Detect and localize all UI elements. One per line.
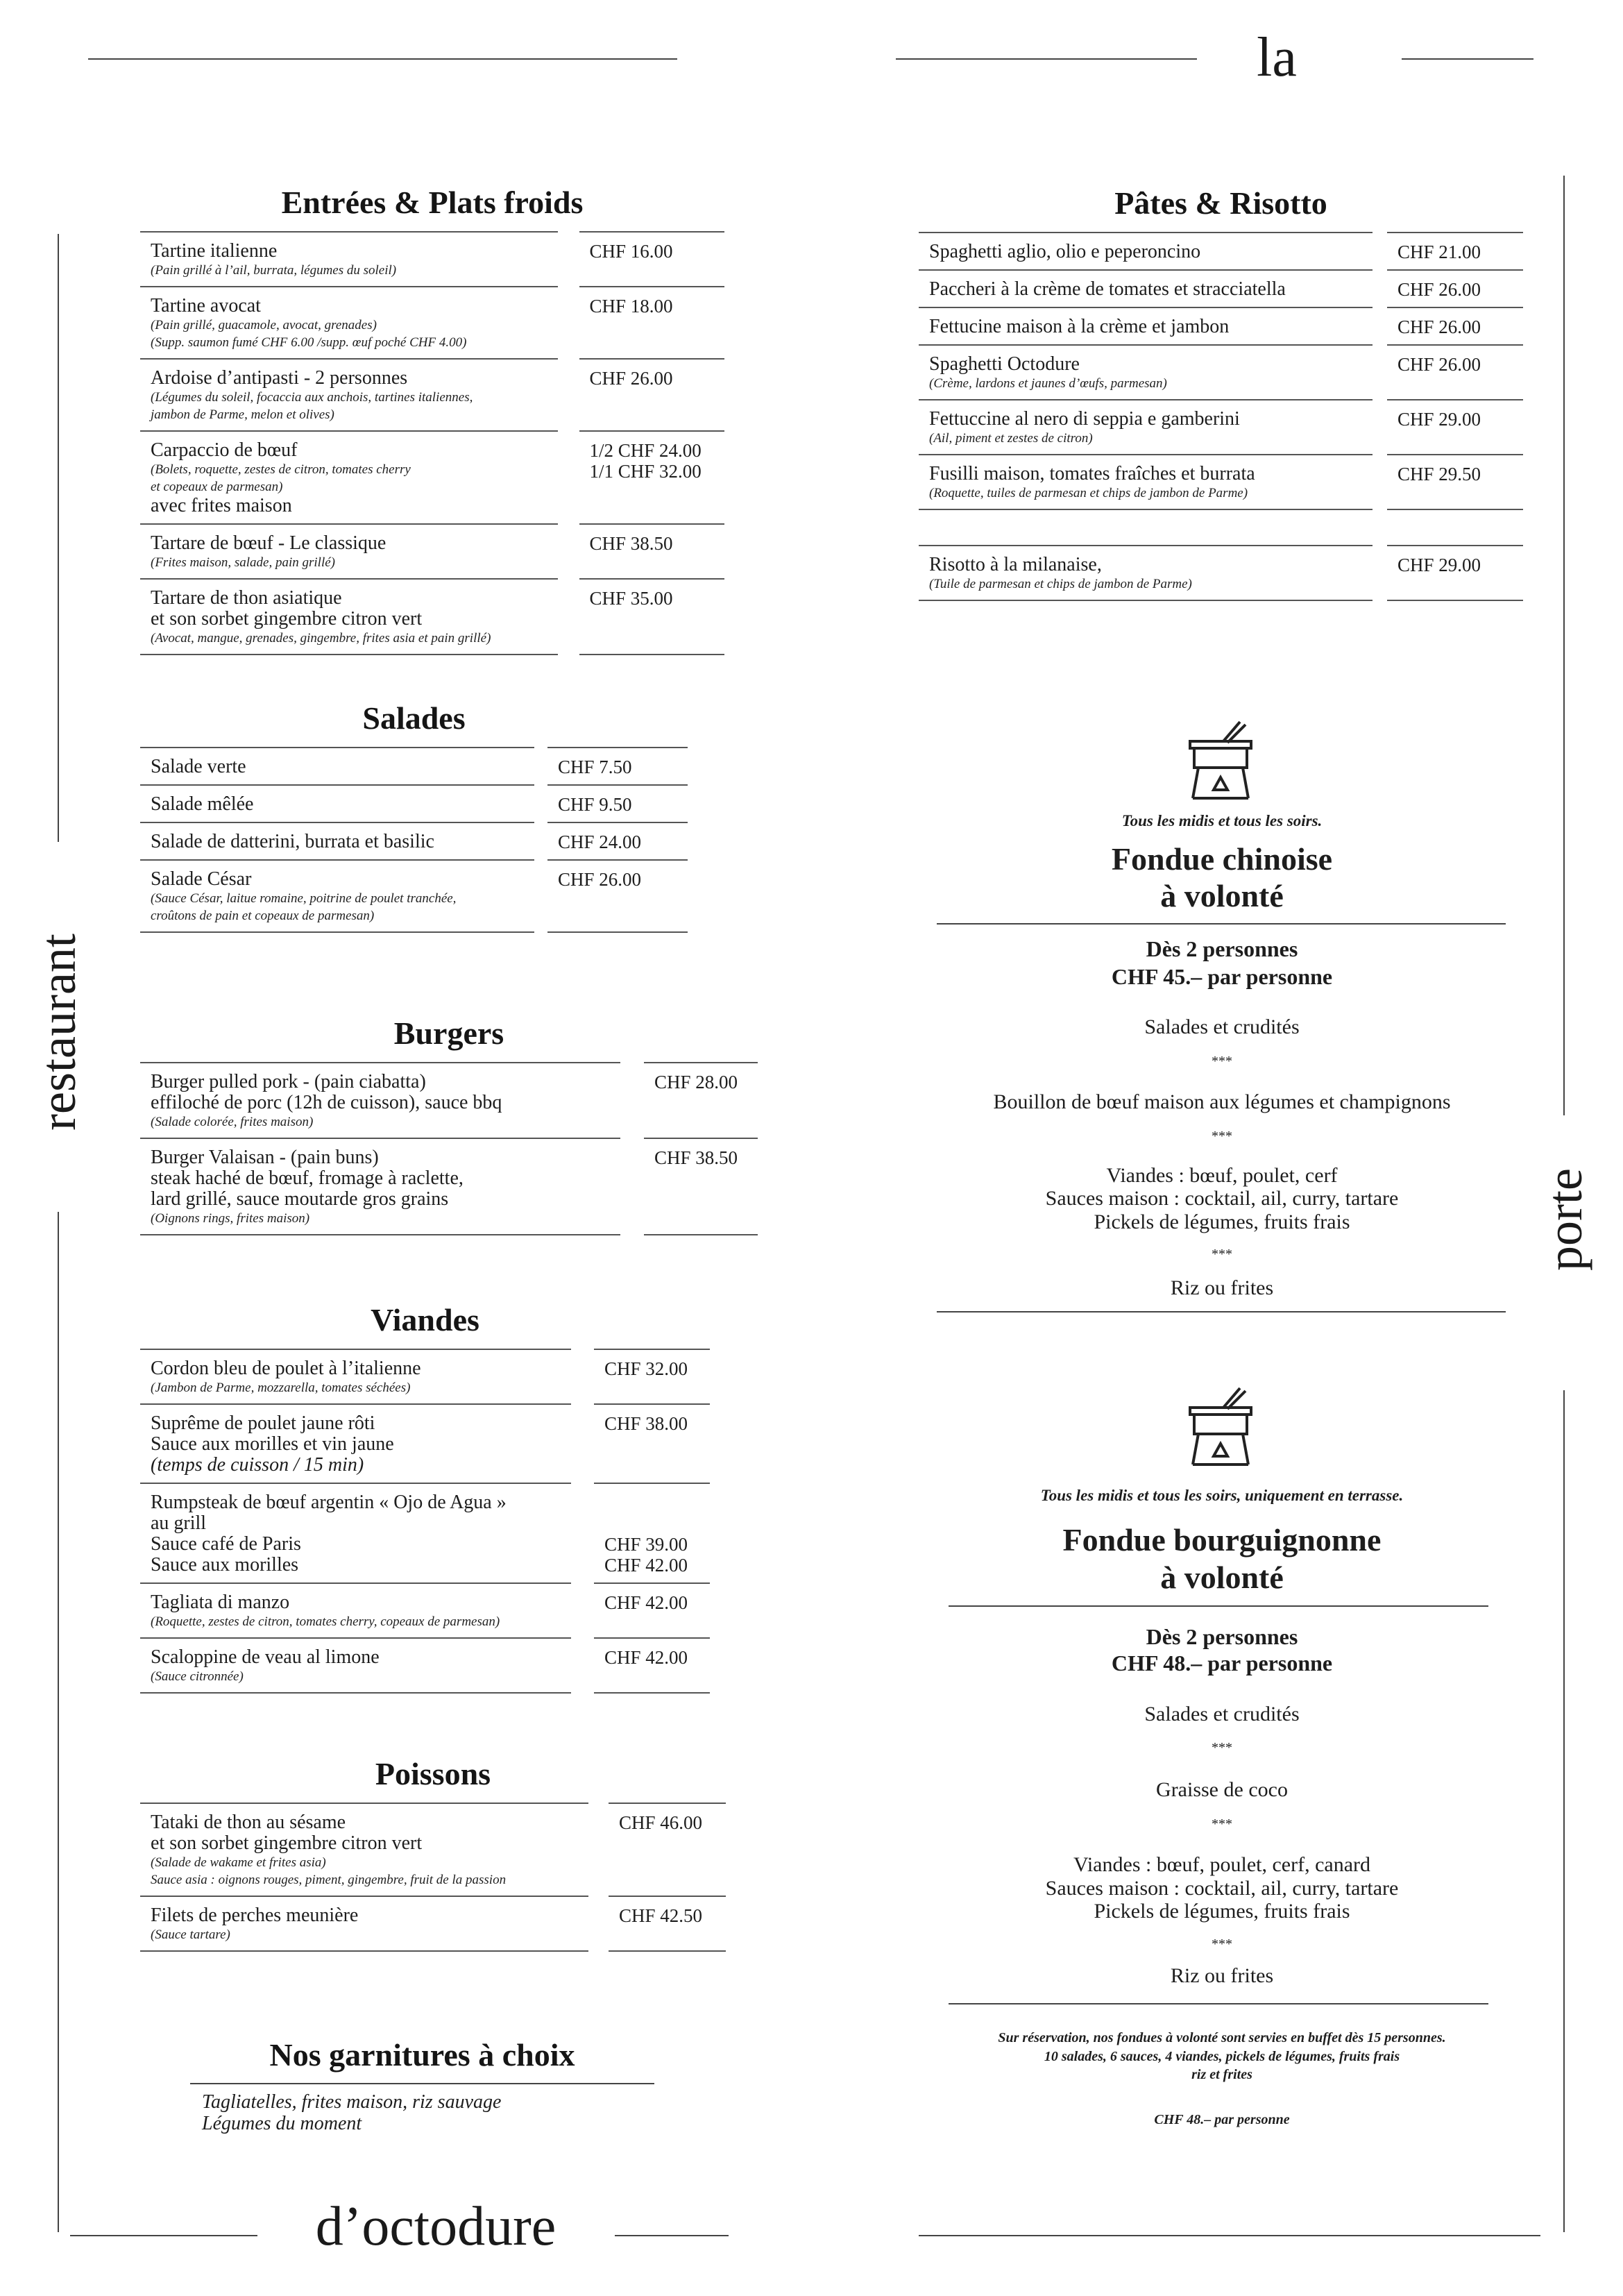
dish-description: (Avocat, mangue, grenades, gingembre, frites asia et pain grillé) — [151, 631, 491, 645]
dish-name: Burger Valaisan - (pain buns) — [151, 1147, 379, 1168]
dish-cell — [919, 232, 1373, 269]
dish-name: Salade César — [151, 868, 252, 890]
dish-cell — [140, 747, 534, 784]
dish-cell — [919, 344, 1373, 399]
fondue-pot-icon — [1182, 1385, 1262, 1471]
fondue-chinoise-rule — [937, 1311, 1506, 1312]
dish-name: Tataki de thon au sésame — [151, 1812, 346, 1833]
fondue-chinoise-course: Riz ou frites — [1170, 1276, 1274, 1299]
bottom-left-rule-a — [70, 2235, 257, 2236]
separator: *** — [1212, 1936, 1232, 1952]
menu-row — [140, 523, 724, 578]
price-cell — [579, 430, 725, 523]
fondue-chinoise-title: Fondue chinoise — [1111, 841, 1333, 877]
dish-description: (Pain grillé, guacamole, avocat, grenades) — [151, 318, 377, 332]
fondue-chinoise-rule — [937, 923, 1506, 925]
menu-row — [140, 1896, 726, 1952]
bottom-left-rule-b — [615, 2235, 729, 2236]
dish-price — [604, 1513, 710, 1534]
dish-price: CHF 42.00 — [604, 1555, 688, 1576]
dish-name: Sauce aux morilles — [151, 1554, 299, 1576]
buffet-note: 10 salades, 6 sauces, 4 viandes, pickels de légumes, fruits frais — [1044, 2049, 1400, 2064]
left-rule-lower — [58, 1212, 59, 2232]
separator: *** — [1212, 1247, 1232, 1262]
price-cell — [1387, 344, 1523, 399]
section-burgers — [140, 1014, 758, 1235]
brand-right: porte — [1537, 1168, 1592, 1271]
fondue-chinoise-title: à volonté — [1160, 878, 1284, 913]
fondue-chinoise-persons: Dès 2 personnes — [1146, 936, 1298, 961]
price-cell — [609, 1896, 726, 1952]
dish-price — [604, 1492, 710, 1513]
fondue-bourguignonne-title: à volonté — [1160, 1560, 1284, 1595]
price-cell — [1387, 509, 1523, 545]
dish-cell — [140, 1803, 588, 1896]
price-cell — [644, 1062, 758, 1138]
price-cell — [1387, 307, 1523, 344]
dish-price: CHF 29.00 — [1397, 555, 1481, 575]
separator: *** — [1212, 1816, 1232, 1832]
dish-name: Carpaccio de bœuf — [151, 439, 298, 461]
menu-row — [140, 430, 724, 523]
menu-row — [919, 269, 1523, 307]
price-cell — [609, 1803, 726, 1896]
menu-row — [140, 358, 724, 430]
dish-price: CHF 35.00 — [589, 588, 673, 609]
fondue-bourguignonne-price: CHF 48.– par personne — [1111, 1651, 1333, 1675]
dish-description: (Frites maison, salade, pain grillé) — [151, 555, 335, 570]
dish-cell — [140, 822, 534, 859]
fondue-bourguignonne-rule — [949, 2003, 1488, 2004]
fondue-bourguignonne-rule — [949, 1605, 1488, 1607]
dish-price: CHF 29.50 — [1397, 464, 1481, 484]
dish-price: CHF 42.50 — [619, 1905, 703, 1926]
price-cell — [547, 747, 688, 784]
dish-cell — [919, 399, 1373, 454]
menu-row — [140, 822, 688, 859]
dish-cell — [919, 509, 1373, 545]
dish-cell — [140, 286, 558, 358]
dish-price: CHF 16.00 — [589, 241, 673, 262]
menu-row — [140, 1483, 710, 1582]
dish-cell — [140, 523, 558, 578]
separator: *** — [1212, 1129, 1232, 1144]
dish-name: Rumpsteak de bœuf argentin « Ojo de Agua » — [151, 1492, 507, 1513]
menu-row — [140, 784, 688, 822]
dish-description: (Salade de wakame et frites asia) — [151, 1855, 326, 1870]
brand-bottom: d’octodure — [315, 2196, 556, 2257]
section-salades — [140, 699, 688, 933]
dish-price: CHF 26.00 — [1397, 316, 1481, 337]
dish-description: (Salade colorée, frites maison) — [151, 1115, 314, 1129]
dish-name: Tartare de thon asiatique — [151, 587, 342, 609]
dish-description: croûtons de pain et copeaux de parmesan) — [151, 909, 375, 923]
price-cell — [579, 231, 725, 286]
price-cell — [547, 822, 688, 859]
dish-name: Burger pulled pork - (pain ciabatta) — [151, 1071, 426, 1092]
dish-cell — [919, 269, 1373, 307]
dish-price: CHF 38.50 — [589, 533, 673, 554]
dish-description: (Oignons rings, frites maison) — [151, 1211, 310, 1226]
section-entrees — [140, 183, 724, 655]
dish-price: 1/2 CHF 24.00 — [589, 440, 702, 461]
section-title: Pâtes & Risotto — [1114, 185, 1327, 221]
menu-row — [919, 509, 1523, 545]
dish-price: CHF 39.00 — [604, 1534, 688, 1555]
fondue-bourguignonne-intro: Tous les midis et tous les soirs, uniquement en terrasse. — [1040, 1487, 1404, 1504]
section-poissons — [140, 1755, 726, 1952]
dish-description: (Jambon de Parme, mozzarella, tomates séchées) — [151, 1381, 411, 1395]
price-cell — [594, 1637, 710, 1694]
dish-description: (Roquette, tuiles de parmesan et chips de jambon de Parme) — [929, 486, 1248, 500]
dish-price: CHF 29.00 — [1397, 409, 1481, 430]
dish-price: 1/1 CHF 32.00 — [589, 461, 702, 482]
dish-name: Spaghetti Octodure — [929, 353, 1080, 375]
dish-description: jambon de Parme, melon et olives) — [151, 407, 334, 422]
fondue-chinoise-course: Bouillon de bœuf maison aux légumes et champignons — [993, 1090, 1451, 1113]
dish-cell — [140, 1349, 571, 1403]
dish-price: CHF 7.50 — [558, 757, 632, 777]
menu-row — [140, 231, 724, 286]
menu-row — [140, 1403, 710, 1483]
dish-cell — [140, 231, 558, 286]
menu-row — [140, 286, 724, 358]
menu-row — [140, 1637, 710, 1694]
fondue-chinoise-intro: Tous les midis et tous les soirs. — [1121, 812, 1323, 829]
price-cell — [1387, 269, 1523, 307]
dish-description: (Sauce tartare) — [151, 1927, 230, 1942]
brand-left: restaurant — [31, 934, 86, 1131]
section-title: Poissons — [375, 1756, 491, 1791]
section-title: Burgers — [393, 1015, 504, 1051]
menu-row — [919, 399, 1523, 454]
menu-row — [919, 545, 1523, 601]
dish-name: Scaloppine de veau al limone — [151, 1646, 380, 1668]
brand-top: la — [1257, 27, 1297, 88]
dish-cell — [140, 578, 558, 655]
dish-name: lard grillé, sauce moutarde gros grains — [151, 1188, 449, 1210]
price-cell — [579, 358, 725, 430]
dish-description: (Ail, piment et zestes de citron) — [929, 431, 1093, 446]
price-cell — [594, 1403, 710, 1483]
dish-price: CHF 28.00 — [654, 1072, 738, 1092]
dish-price: CHF 42.00 — [604, 1647, 688, 1668]
dish-cell — [919, 307, 1373, 344]
garnitures-line: Tagliatelles, frites maison, riz sauvage — [202, 2091, 502, 2113]
price-cell — [579, 523, 725, 578]
dish-name: Filets de perches meunière — [151, 1905, 359, 1926]
separator: *** — [1212, 1740, 1232, 1755]
price-cell — [579, 286, 725, 358]
menu-row — [140, 747, 688, 784]
dish-price: CHF 38.00 — [604, 1413, 688, 1434]
bottom-right-rule — [919, 2235, 1540, 2236]
menu-row — [140, 1138, 758, 1235]
dish-name: Salade mêlée — [151, 793, 254, 815]
dish-note: avec frites maison — [151, 495, 292, 516]
fondue-bourguignonne-persons: Dès 2 personnes — [1146, 1624, 1298, 1649]
menu-row — [140, 1062, 758, 1138]
buffet-note: riz et frites — [1191, 2067, 1252, 2082]
dish-cell — [140, 859, 534, 933]
menu-row — [919, 454, 1523, 509]
dish-name: Spaghetti aglio, olio e peperoncino — [929, 241, 1201, 262]
dish-name: Tartine italienne — [151, 240, 278, 262]
right-rule-upper — [1563, 176, 1565, 1115]
dish-name: steak haché de bœuf, fromage à raclette, — [151, 1167, 464, 1189]
menu-row — [140, 1803, 726, 1896]
menu-row — [140, 578, 724, 655]
buffet-price: CHF 48.– par personne — [1154, 2112, 1290, 2127]
dish-price: CHF 18.00 — [589, 296, 673, 316]
dish-cell — [140, 1637, 571, 1694]
dish-price: CHF 38.50 — [654, 1147, 738, 1168]
dish-cell — [140, 1138, 620, 1235]
fondue-bourguignonne-course: Salades et crudités — [1144, 1703, 1300, 1725]
fondue-chinoise-price: CHF 45.– par personne — [1111, 964, 1333, 989]
dish-price: CHF 24.00 — [558, 832, 642, 852]
price-cell — [1387, 545, 1523, 601]
fondue-chinoise-course: Viandes : bœuf, poulet, cerf — [1106, 1164, 1338, 1187]
section-title: Viandes — [371, 1302, 479, 1337]
dish-price: CHF 42.00 — [604, 1592, 688, 1613]
dish-name: Fettucine maison à la crème et jambon — [929, 316, 1230, 337]
dish-cell — [140, 1582, 571, 1637]
dish-name: effiloché de porc (12h de cuisson), sauce bbq — [151, 1092, 502, 1113]
dish-name: Paccheri à la crème de tomates et stracciatella — [929, 278, 1286, 300]
fondue-chinoise-course: Sauces maison : cocktail, ail, curry, tartare — [1045, 1187, 1399, 1210]
garnitures-rule — [190, 2083, 654, 2084]
menu-row — [919, 344, 1523, 399]
garnitures-line: Légumes du moment — [202, 2113, 362, 2134]
garnitures-title: Nos garnitures à choix — [269, 2037, 575, 2073]
dish-name: Tartine avocat — [151, 295, 261, 316]
dish-cell — [140, 1403, 571, 1483]
price-cell — [547, 784, 688, 822]
dish-price: CHF 26.00 — [1397, 354, 1481, 375]
dish-cell — [140, 358, 558, 430]
fondue-bourguignonne-course: Pickels de légumes, fruits frais — [1094, 1900, 1350, 1923]
left-rule-upper — [58, 234, 59, 842]
fondue-bourguignonne-course: Graisse de coco — [1156, 1778, 1288, 1801]
dish-name: Sauce aux morilles et vin jaune — [151, 1433, 394, 1455]
dish-name: et son sorbet gingembre citron vert — [151, 608, 423, 630]
price-cell — [594, 1483, 710, 1582]
dish-name: Suprême de poulet jaune rôti — [151, 1412, 375, 1434]
dish-description: (Supp. saumon fumé CHF 6.00 /supp. œuf poché CHF 4.00) — [151, 335, 467, 350]
dish-name: Salade de datterini, burrata et basilic — [151, 831, 434, 852]
dish-cell — [140, 1483, 571, 1582]
top-right-rule — [1402, 58, 1533, 60]
buffet-note: Sur réservation, nos fondues à volonté sont servies en buffet dès 15 personnes. — [998, 2030, 1446, 2045]
top-left-rule — [88, 58, 677, 60]
dish-cell — [140, 1896, 588, 1952]
dish-name: Ardoise d’antipasti - 2 personnes — [151, 367, 408, 389]
price-cell — [594, 1582, 710, 1637]
dish-price: CHF 32.00 — [604, 1358, 688, 1379]
dish-cell — [919, 545, 1373, 601]
price-cell — [1387, 232, 1523, 269]
dish-name: Fettuccine al nero di seppia e gamberini — [929, 408, 1240, 430]
fondue-pot-icon — [1182, 719, 1262, 804]
dish-name: et son sorbet gingembre citron vert — [151, 1832, 423, 1854]
dish-description: (Pain grillé à l’ail, burrata, légumes du soleil) — [151, 263, 397, 278]
dish-name: Tartare de bœuf - Le classique — [151, 532, 386, 554]
section-pates — [919, 184, 1523, 601]
menu-row — [140, 859, 688, 933]
dish-description: (Crème, lardons et jaunes d’œufs, parmesan) — [929, 376, 1167, 391]
fondue-chinoise-course: Pickels de légumes, fruits frais — [1094, 1210, 1350, 1233]
dish-note: (temps de cuisson / 15 min) — [151, 1454, 364, 1476]
dish-price: CHF 9.50 — [558, 794, 632, 815]
menu-row — [919, 307, 1523, 344]
price-cell — [1387, 399, 1523, 454]
dish-name: Cordon bleu de poulet à l’italienne — [151, 1358, 421, 1379]
dish-cell — [140, 1062, 620, 1138]
dish-price: CHF 26.00 — [558, 869, 642, 890]
dish-description: (Légumes du soleil, focaccia aux anchois, tartines italiennes, — [151, 390, 473, 405]
dish-cell — [919, 454, 1373, 509]
fondue-bourguignonne-course: Sauces maison : cocktail, ail, curry, tartare — [1045, 1877, 1399, 1900]
price-cell — [579, 578, 725, 655]
section-viandes — [140, 1301, 710, 1694]
dish-name: Tagliata di manzo — [151, 1592, 290, 1613]
fondue-bourguignonne-title: Fondue bourguignonne — [1062, 1522, 1382, 1558]
dish-description: (Bolets, roquette, zestes de citron, tomates cherry — [151, 462, 411, 477]
dish-name: au grill — [151, 1512, 207, 1534]
dish-name: Risotto à la milanaise, — [929, 554, 1102, 575]
right-rule-lower — [1563, 1390, 1565, 2232]
menu-row — [140, 1349, 710, 1403]
price-cell — [1387, 454, 1523, 509]
separator: *** — [1212, 1054, 1232, 1069]
fondue-bourguignonne-course: Riz ou frites — [1170, 1964, 1274, 1987]
fondue-bourguignonne-course: Viandes : bœuf, poulet, cerf, canard — [1073, 1853, 1371, 1876]
dish-price: CHF 21.00 — [1397, 242, 1481, 262]
top-mid-rule — [896, 58, 1197, 60]
dish-name: Fusilli maison, tomates fraîches et burrata — [929, 463, 1255, 484]
dish-price: CHF 26.00 — [1397, 279, 1481, 300]
price-cell — [594, 1349, 710, 1403]
dish-description: (Tuile de parmesan et chips de jambon de Parme) — [929, 577, 1192, 591]
section-title: Salades — [362, 700, 466, 736]
dish-description: Sauce asia : oignons rouges, piment, gingembre, fruit de la passion — [151, 1873, 507, 1887]
dish-description: et copeaux de parmesan) — [151, 480, 283, 494]
fondue-chinoise-course: Salades et crudités — [1144, 1015, 1300, 1038]
section-title: Entrées & Plats froids — [281, 185, 584, 220]
dish-description: (Roquette, zestes de citron, tomates cherry, copeaux de parmesan) — [151, 1614, 500, 1629]
menu-row — [919, 232, 1523, 269]
menu-row — [140, 1582, 710, 1637]
price-cell — [644, 1138, 758, 1235]
price-cell — [547, 859, 688, 933]
dish-name: Sauce café de Paris — [151, 1533, 301, 1555]
dish-price: CHF 46.00 — [619, 1812, 703, 1833]
dish-price: CHF 26.00 — [589, 368, 673, 389]
dish-cell — [140, 784, 534, 822]
dish-description: (Sauce César, laitue romaine, poitrine de poulet tranchée, — [151, 891, 457, 906]
dish-cell — [140, 430, 558, 523]
dish-name: Salade verte — [151, 756, 246, 777]
dish-description: (Sauce citronnée) — [151, 1669, 244, 1684]
